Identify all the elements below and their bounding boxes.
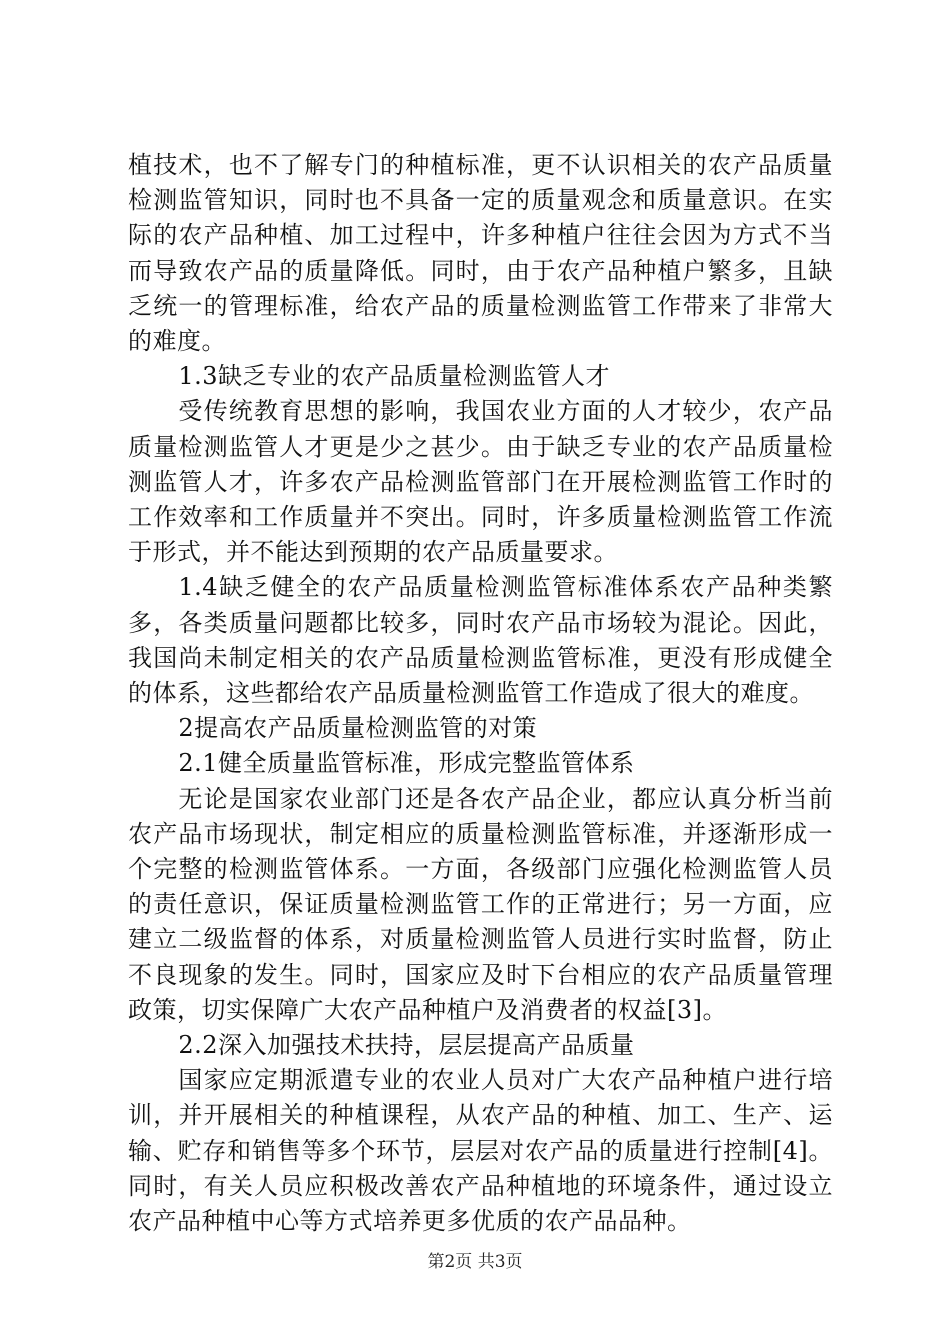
section-heading-2: 2提高农产品质量检测监管的对策: [178, 714, 538, 743]
paragraph-talent-shortage: 受传统教育思想的影响，我国农业方面的人才较少，农产品质量检测监管人才更是少之甚少。由于缺乏专业的农产品质量检测监管人才，许多农产品检测监管部门在开展检测监管工作时的工作效率和工作质量并不突出。同时，许多质量检测监管工作流于形式，并不能达到预期的农产品质量要求。: [128, 397, 833, 567]
paragraph-continuation: 植技术，也不了解专门的种植标准，更不认识相关的农产品质量检测监管知识，同时也不具备一定的质量观念和质量意识。在实际的农产品种植、加工过程中，许多种植户往往会因为方式不当而导致农产品的质量降低。同时，由于农产品种植户繁多，且缺乏统一的管理标准，给农产品的质量检测监管工作带来了非常大的难度。: [128, 151, 833, 356]
section-heading-2-1: 2.1健全质量监管标准，形成完整监管体系: [178, 749, 635, 778]
document-body: [128, 148, 833, 1239]
section-heading-2-2: 2.2深入加强技术扶持，层层提高产品质量: [178, 1031, 635, 1060]
section-heading-1-4: 1.4缺乏健全的农产品质量检测监管标准体系农产品种类繁多，各类质量问题都比较多，同时农产品市场较为混论。因此，我国尚未制定相关的农产品质量检测监管标准，更没有形成健全的体系，这些都给农产品质量检测监管工作造成了很大的难度。: [128, 573, 833, 708]
section-heading-1-3: 1.3缺乏专业的农产品质量检测监管人才: [178, 362, 611, 391]
paragraph-standards: 无论是国家农业部门还是各农产品企业，都应认真分析当前农产品市场现状，制定相应的质量检测监管标准，并逐渐形成一个完整的检测监管体系。一方面，各级部门应强化检测监管人员的责任意识，保证质量检测监管工作的正常进行；另一方面，应建立二级监督的体系，对质量检测监管人员进行实时监督，防止不良现象的发生。同时，国家应及时下台相应的农产品质量管理政策，切实保障广大农产品种植户及消费者的权益[3]。: [128, 784, 833, 1024]
page-number-footer: 第2页 共3页: [427, 1252, 523, 1272]
paragraph-technical-support: 国家应定期派遣专业的农业人员对广大农产品种植户进行培训，并开展相关的种植课程，从农产品的种植、加工、生产、运输、贮存和销售等多个环节，层层对农产品的质量进行控制[4]。同时，有关人员应积极改善农产品种植地的环境条件，通过设立农产品种植中心等方式培养更多优质的农产品品种。: [128, 1066, 833, 1236]
